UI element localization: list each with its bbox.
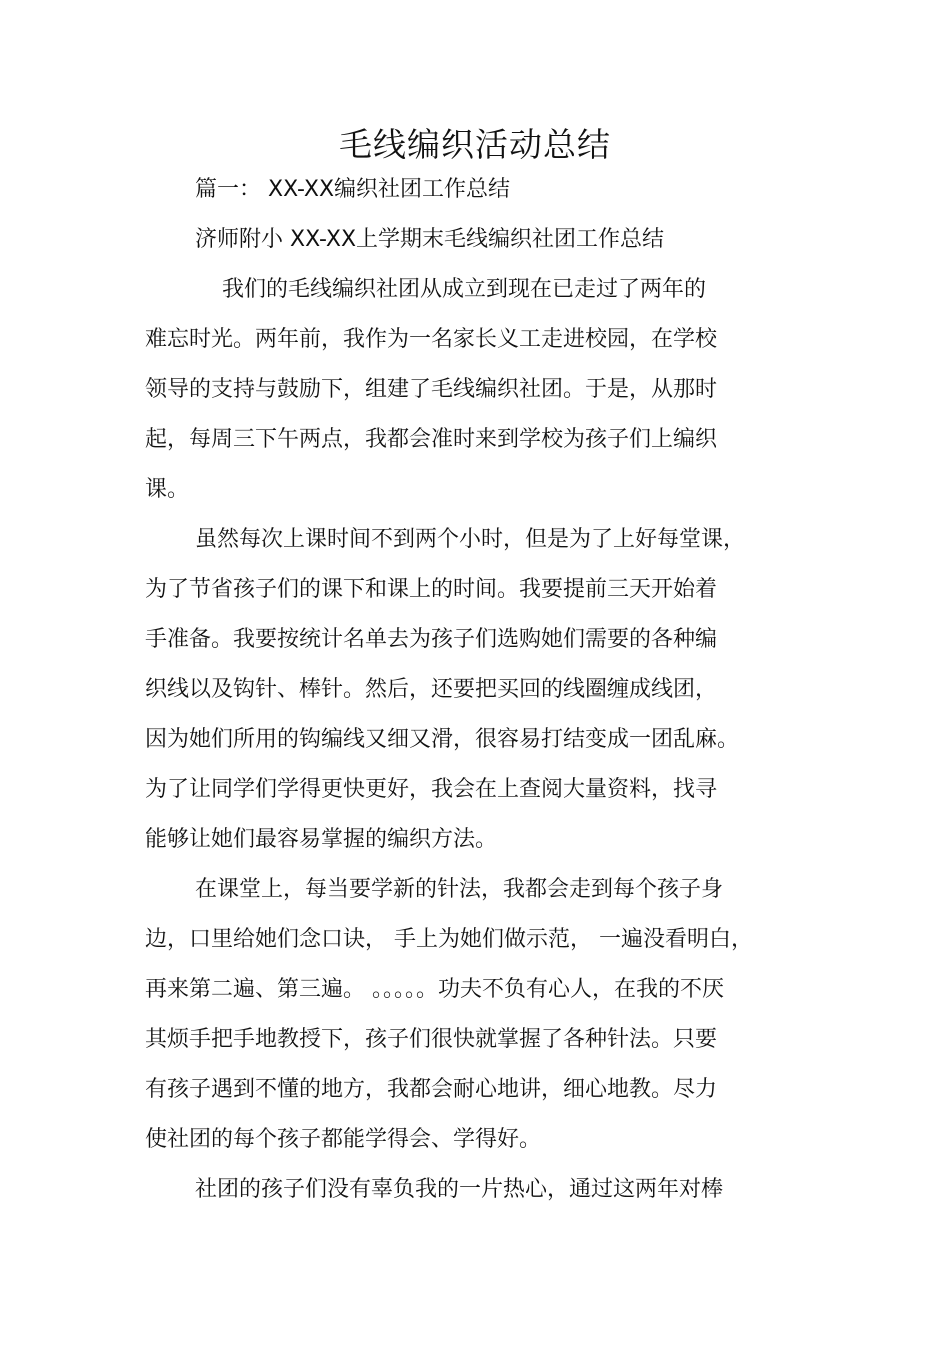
paragraph-line: 其烦手把手地教授下，孩子们很快就掌握了各种针法。只要 <box>145 1027 718 1052</box>
section-heading: 篇一： XX-XX编织社团工作总结 <box>195 177 511 202</box>
paragraph-line: 因为她们所用的钩编线又细又滑，很容易打结变成一团乱麻。 <box>145 727 740 752</box>
document-title: 毛线编织活动总结 <box>339 125 611 164</box>
paragraph-line: 能够让她们最容易掌握的编织方法。 <box>145 827 498 852</box>
paragraph-line: 社团的孩子们没有辜负我的一片热心，通过这两年对棒 <box>195 1177 724 1202</box>
paragraph-line: 织线以及钩针、棒针。然后，还要把买回的线圈缠成线团， <box>145 677 718 702</box>
paragraph-line: 边，口里给她们念口诀， 手上为她们做示范， 一遍没看明白， <box>145 927 753 952</box>
paragraph-line: 再来第二遍、第三遍。 。。。。。功夫不负有心人，在我的不厌 <box>145 977 724 1002</box>
paragraph-line: 领导的支持与鼓励下，组建了毛线编织社团。于是，从那时 <box>145 377 718 402</box>
subtitle-line: 济师附小 XX-XX上学期末毛线编织社团工作总结 <box>195 227 665 252</box>
paragraph-line: 有孩子遇到不懂的地方，我都会耐心地讲，细心地教。尽力 <box>145 1077 718 1102</box>
paragraph-line: 为了节省孩子们的课下和课上的时间。我要提前三天开始着 <box>145 577 718 602</box>
paragraph-line: 使社团的每个孩子都能学得会、学得好。 <box>145 1127 542 1152</box>
paragraph-line: 手准备。我要按统计名单去为孩子们选购她们需要的各种编 <box>145 627 718 652</box>
paragraph-line: 虽然每次上课时间不到两个小时，但是为了上好每堂课， <box>195 527 746 552</box>
paragraph-line: 为了让同学们学得更快更好，我会在上查阅大量资料，找寻 <box>145 777 718 802</box>
paragraph-line: 难忘时光。两年前，我作为一名家长义工走进校园，在学校 <box>145 327 718 352</box>
paragraph-line: 我们的毛线编织社团从成立到现在已走过了两年的 <box>222 277 707 302</box>
paragraph-line: 起，每周三下午两点，我都会准时来到学校为孩子们上编织 <box>145 427 718 452</box>
paragraph-line: 课。 <box>145 477 190 502</box>
paragraph-line: 在课堂上，每当要学新的针法，我都会走到每个孩子身 <box>195 877 724 902</box>
